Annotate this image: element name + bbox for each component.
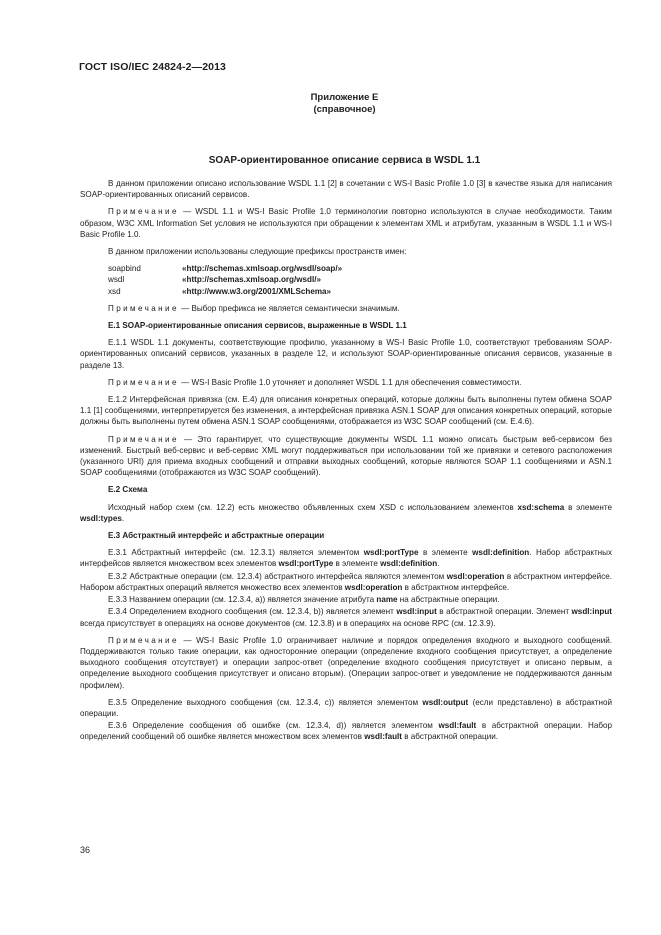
clause-text: на абстрактные операции. (397, 595, 500, 605)
prefix-uri: «http://schemas.xmlsoap.org/wsdl/soap/» (182, 264, 343, 274)
clause-text: всегда присутствует в операциях на основе документов (см. 12.3.8) и в операциях на основе RPC (см. 12.3.9). (80, 618, 496, 628)
code-term: wsdl:portType (363, 548, 419, 558)
note-label: Примечание (108, 635, 179, 645)
prefix-name: xsd (108, 286, 121, 296)
intro-paragraph: В данном приложении описано использование WSDL 1.1 [2] в сочетании с WS-I Basic Profile 1.0 [3] в качестве языка для написания SOAP-ориентированных описаний сервисов. (80, 179, 612, 200)
prefix-row (108, 274, 612, 285)
note-label: Примечание (108, 207, 179, 217)
annex-heading (0, 92, 661, 116)
note-paragraph (80, 206, 612, 240)
clause-text: в абстрактной операции. Элемент (436, 607, 572, 617)
clause-text: (если представлено) в абстрактной операции. (80, 697, 612, 718)
clause-e3-3 (80, 594, 612, 605)
code-term: wsdl:definition (380, 559, 438, 569)
clause-text: Е.3.6 Определение сообщения об ошибке (см. 12.3.4, d)) является элементом (108, 721, 439, 731)
code-term: wsdl:input (396, 607, 437, 617)
clause-e1-2: Е.1.2 Интерфейсная привязка (см. Е.4) для описания конкретных операций, которые должны быть выполнены путем обмена SOAP 1.1 [1] сообщениями, интерпретируется без изменения, а интерфейсная привязка ASN.1 SOAP для описания конкретных операций, которые должны быть выполнены путем обмена ASN.1 SOAP сообщениями, отображается из W3C SOAP сообщений (см. Е.4.6). (80, 395, 612, 427)
code-term: wsdl:fault (438, 721, 477, 731)
clause-e3-2 (80, 571, 612, 593)
code-term: wsdl:input (571, 607, 612, 617)
clause-e3-6 (80, 720, 612, 742)
code-term: name (376, 595, 398, 605)
annex-subtitle: (справочное) (313, 104, 376, 115)
standard-header: ГОСТ ISO/IEC 24824-2—2013 (79, 61, 226, 73)
prefix-row (108, 263, 612, 274)
section-heading-e3: Е.3 Абстрактный интерфейс и абстрактные операции (108, 531, 325, 541)
clause-text: в элементе (333, 559, 381, 569)
clause-text: Е.3.5 Определение выходного сообщения (см. 12.3.4, с)) является элементом (108, 697, 423, 707)
note-label: Примечание (108, 303, 179, 313)
note-text: — WS-I Basic Profile 1.0 уточняет и дополняет WSDL 1.1 для обеспечения совместимости. (178, 377, 522, 387)
clause-text: . (437, 559, 440, 569)
prefix-uri: «http://schemas.xmlsoap.org/wsdl/» (182, 275, 321, 285)
main-title: SOAP-ориентированное описание сервиса в WSDL 1.1 (208, 155, 481, 166)
code-term: wsdl:output (422, 697, 469, 707)
clause-e2 (80, 502, 612, 524)
clause-e1-1: Е.1.1 WSDL 1.1 документы, соответствующие профилю, указанному в WS-I Basic Profile 1.0, соответствуют требованиям SOAP-ориентированных описаний сервисов, указанных в разделе 12, и используют SOAP-ориентированные описания сервисов, указанные в разделе 13. (80, 338, 612, 370)
note-label: Примечание (108, 434, 179, 444)
prefix-uri: «http://www.w3.org/2001/XMLSchema» (182, 286, 332, 296)
note-text: — WS-I Basic Profile 1.0 ограничивает наличие и порядок определения входного и выходного сообщений. Поддерживаются только такие операции, как односторонние операции (определение входного сообщения присутствует, а определение выходного сообщения отсутствует) и операции запрос-ответ (определение входного сообщения присутствует и описано первым, а определение выходного сообщения присутствует и описано вторым). (Операции запрос-ответ и уведомление не поддерживаются данным профилем). (80, 635, 612, 690)
clause-text: в элементе (564, 502, 612, 512)
note-paragraph (80, 635, 612, 691)
clause-text: Е.3.1 Абстрактный интерфейс (см. 12.3.1) является элементом (108, 548, 364, 558)
clause-text: в абстрактном интерфейсе. (402, 582, 510, 592)
clause-text: в абстрактной операции. Набор определений сообщений об ошибке является множеством всех элементов (80, 721, 612, 742)
clause-text: в элементе (418, 548, 473, 558)
clause-text: Е.3.3 Названием операции (см. 12.3.4, а)) является значение атрибута (108, 595, 377, 605)
clause-e3-5 (80, 697, 612, 719)
code-term: wsdl:portType (278, 559, 334, 569)
note-paragraph (80, 434, 612, 479)
note-paragraph (80, 303, 612, 314)
annex-title: Приложение Е (310, 92, 379, 103)
prefixes-intro: В данном приложении использованы следующие префиксы пространств имен: (108, 247, 407, 257)
code-term: wsdl:fault (364, 732, 402, 742)
note-text: — Это гарантирует, что существующие документы WSDL 1.1 можно описать быстрым веб-сервисом без изменений. Быстрый веб-сервис и веб-сервис XML могут поддерживаться при использовании той же привязки и сетевого расположения (указанного URI) для приема входных сообщений и отправки выходных сообщений, которые являются SOAP 1.1 сообщениями и ASN.1 SOAP сообщениями (отображаются из W3C SOAP сообщений). (80, 434, 612, 478)
code-term: wsdl:operation (446, 571, 505, 581)
clause-text: Е.3.4 Определением входного сообщения (см. 12.3.4, b)) является элемент (108, 607, 397, 617)
prefix-name: wsdl (108, 275, 125, 285)
page-number: 36 (80, 845, 91, 855)
section-heading-e1: Е.1 SOAP-ориентированные описания сервисов, выраженные в WSDL 1.1 (108, 321, 407, 331)
prefix-name: soapbind (108, 264, 141, 274)
note-label: Примечание (108, 377, 179, 387)
clause-text: . (121, 513, 125, 523)
clause-text: в абстрактном интерфейсе. Набором абстрактных операций является множество всех элементов (80, 571, 612, 592)
document-body (80, 178, 612, 749)
clause-text: Исходный набор схем (см. 12.2) есть множество объявленных схем XSD с использованием элементов (108, 502, 518, 512)
clause-e3-1 (80, 547, 612, 569)
clause-text: . Набор абстрактных интерфейсов является множеством всех элементов (80, 548, 612, 569)
clause-text: Е.3.2 Абстрактные операции (см. 12.3.4) абстрактного интерфейса являются элементом (108, 571, 447, 581)
prefix-row (108, 286, 612, 297)
code-term: xsd:schema (517, 502, 565, 512)
note-text: — Выбор префикса не является семантически значимым. (178, 303, 400, 313)
clause-e3-4 (80, 606, 612, 628)
code-term: wsdl:definition (472, 548, 530, 558)
note-paragraph (80, 377, 612, 388)
section-heading-e2: Е.2 Схема (108, 485, 148, 495)
note-text: — WSDL 1.1 и WS-I Basic Profile 1.0 терминологии повторно используются в случае необходимости. Таким образом, W3C XML Information Set условия не используются при обращении к элементам XML и атрибутам, указанным в WSDL 1.1 и WS-I Basic Profile 1.0. (80, 207, 612, 239)
code-term: wsdl:operation (344, 582, 403, 592)
code-term: wsdl:types (80, 513, 122, 523)
clause-text: в абстрактной операции. (401, 732, 498, 742)
prefix-list (108, 263, 612, 297)
